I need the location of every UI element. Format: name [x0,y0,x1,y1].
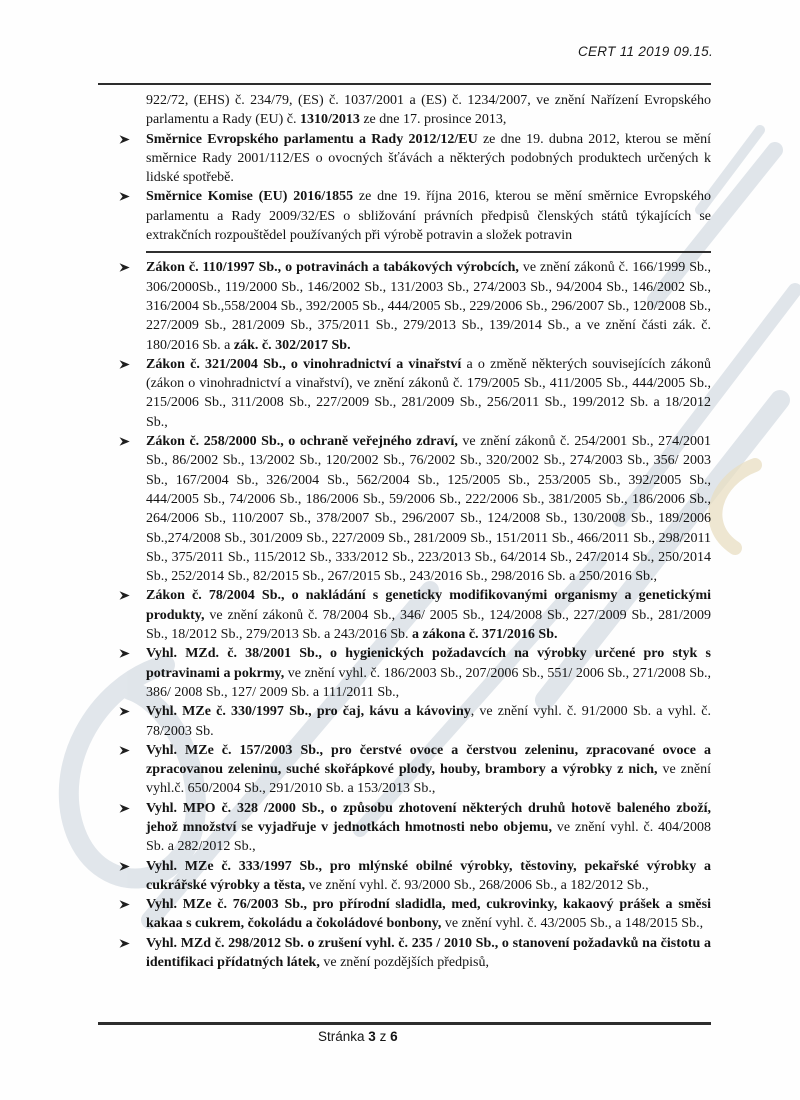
list-item-text: Vyhl. MZe č. 333/1997 Sb., pro mlýnské obilné výrobky, těstoviny, pekařské výrobky a cukrářské výrobky a těsta, ve znění vyhl. č. 93/2000 Sb., 268/2006 Sb., a 182/2012 Sb., [146,858,711,893]
list-item [146,258,711,354]
list-item-text: Vyhl. MZd č. 298/2012 Sb. o zrušení vyhl. č. 235 / 2010 Sb., o stanovení požadavků na čistotu a identifikaci přídatných látek, ve znění pozdějších předpisů, [146,935,711,971]
arrowhead-bullet-icon [118,435,131,448]
list-item [146,91,711,130]
list-item [146,934,711,973]
arrowhead-bullet-icon [118,802,131,815]
page-number-footer [318,1029,398,1044]
arrowhead-bullet-icon [118,190,131,203]
list-item-text: Vyhl. MPO č. 328 /2000 Sb., o způsobu zhotovení některých druhů hotově baleného zboží, jehož množství se vyjadřuje v jednotkách hmotnosti nebo objemu, ve znění vyhl. č. 404/2008 Sb. a 282/2012 Sb., [146,800,711,855]
arrowhead-bullet-icon [118,898,131,911]
list-item-text: Vyhl. MZe č. 330/1997 Sb., pro čaj, kávu a kávoviny, ve znění vyhl. č. 91/2000 Sb. a vyhl. č. 78/2003 Sb. [146,704,711,739]
list-item-text: Zákon č. 258/2000 Sb., o ochraně veřejného zdraví, ve znění zákonů č. 254/2001 Sb., 274/2001 Sb., 86/2002 Sb., 13/2002 Sb., 120/2002 Sb., 76/2002 Sb., 320/2002 Sb., 274/2003 Sb., 356/ 2003 Sb., 167/2004 Sb., 326/2004 Sb., 562/2004 Sb., 125/2005 Sb., 253/2005 Sb., 392/2005 Sb., 444/2005 Sb., 74/2006 Sb., 186/2006 Sb., 59/2006 Sb., 222/2006 Sb., 381/2005 Sb., 186/2006 Sb., 264/2006 Sb., 110/2007 Sb., 378/2007 Sb., 296/2007 Sb., 124/2008 Sb., 130/2008 Sb., 189/2006 Sb.,274/2008 Sb., 301/2009 Sb., 227/2009 Sb., 281/2009 Sb., 151/2011 Sb., 466/2011 Sb., 298/2011 Sb., 375/2011 Sb., 115/2012 Sb., 333/2012 Sb., 223/2013 Sb., 64/2014 Sb., 247/2014 Sb., 250/2014 Sb., 252/2014 Sb., 82/2015 Sb., 267/2015 Sb., 243/2016 Sb., 298/2016 Sb. a 250/2016 Sb., [146,434,711,585]
footer-separator: z [379,1029,387,1044]
list-item [146,702,711,741]
regulations-list-national [146,258,711,972]
footer-rule [98,1022,711,1025]
arrowhead-bullet-icon [118,358,131,371]
footer-prefix: Stránka [318,1029,365,1044]
list-item [146,857,711,896]
arrowhead-bullet-icon [118,589,131,602]
list-item [146,586,711,644]
list-item [146,432,711,586]
arrowhead-bullet-icon [118,705,131,718]
list-item-text: Zákon č. 321/2004 Sb., o vinohradnictví a vinařství a o změně některých souvisejících zákonů (zákon o vinohradnictví a vinařství), ve znění zákonů č. 179/2005 Sb., 411/2005 Sb., 444/2005 Sb., 215/2006 Sb., 311/2008 Sb., 227/2009 Sb., 281/2009 Sb., 256/2011 Sb., 199/2012 Sb. a 18/2012 Sb., [146,356,711,430]
arrowhead-bullet-icon [118,860,131,873]
document-body [146,91,711,972]
list-item-text: Vyhl. MZe č. 76/2003 Sb., pro přírodní sladidla, med, cukrovinky, kakaový prášek a směsi kakaa s cukrem, čokoládu a čokoládové bonbony, ve znění vyhl. č. 43/2005 Sb., a 148/2015 Sb., [146,897,711,932]
list-item [146,644,711,702]
list-item-text: Směrnice Komise (EU) 2016/1855 ze dne 19. října 2016, kterou se mění směrnice Evropského parlamentu a Rady 2009/32/ES o sbližování právních předpisů členských států týkajících se extrakčních rozpouštědel používaných při výrobě potravin a složek potravin [146,189,712,244]
list-item [146,741,711,799]
section-divider-rule [146,251,711,253]
header-rule [98,83,711,85]
arrowhead-bullet-icon [118,647,131,660]
regulations-list-eu [146,91,711,245]
list-item [146,355,711,432]
arrowhead-bullet-icon [118,744,131,757]
page-header: CERT 11 2019 09.15. [577,44,713,59]
list-item-text: Zákon č. 110/1997 Sb., o potravinách a tabákových výrobcích, ve znění zákonů č. 166/1999 Sb., 306/2000Sb., 119/2000 Sb., 146/2002 Sb., 131/2003 Sb., 274/2003 Sb., 94/2004 Sb., 146/2002 Sb., 316/2004 Sb.,558/2004 Sb., 392/2005 Sb., 444/2005 Sb., 229/2006 Sb., 296/2007 Sb., 120/2008 Sb., 227/2009 Sb., 281/2009 Sb., 375/2011 Sb., 279/2013 Sb., 139/2014 Sb., a ve znění části zák. č. 180/2016 Sb. a zák. č. 302/2017 Sb. [146,260,711,353]
list-item-text: Vyhl. MZd. č. 38/2001 Sb., o hygienických požadavcích na výrobky určené pro styk s potravinami a pokrmy, ve znění vyhl. č. 186/2003 Sb., 207/2006 Sb., 551/ 2006 Sb., 271/2008 Sb., 386/ 2008 Sb., 127/ 2009 Sb. a 111/2011 Sb., [146,646,711,700]
list-item [146,187,711,245]
arrowhead-bullet-icon [118,261,131,274]
list-item [146,130,711,188]
arrowhead-bullet-icon [118,133,131,146]
footer-total-pages: 6 [390,1029,398,1044]
list-item [146,895,711,934]
footer-page-number: 3 [368,1029,376,1044]
list-item-text: Vyhl. MZe č. 157/2003 Sb., pro čerstvé ovoce a čerstvou zeleninu, zpracované ovoce a zpracovanou zeleninu, suché skořápkové plody, houby, brambory a výrobky z nich, ve znění vyhl.č. 650/2004 Sb., 291/2010 Sb. a 153/2013 Sb., [146,742,712,797]
list-item-text: 922/72, (EHS) č. 234/79, (ES) č. 1037/2001 a (ES) č. 1234/2007, ve znění Nařízení Evropského parlamentu a Rady (EU) č. 1310/2013 ze dne 17. prosince 2013, [146,93,711,128]
arrowhead-bullet-icon [118,937,131,950]
list-item-text: Zákon č. 78/2004 Sb., o nakládání s geneticky modifikovanými organismy a genetickými produkty, ve znění zákonů č. 78/2004 Sb., 346/ 2005 Sb., 124/2008 Sb., 227/2009 Sb., 281/2009 Sb., 18/2012 Sb., 279/2013 Sb. a 243/2016 Sb. a zákona č. 371/2016 Sb. [146,588,711,643]
list-item [146,799,711,857]
list-item-text: Směrnice Evropského parlamentu a Rady 2012/12/EU ze dne 19. dubna 2012, kterou se mění směrnice Rady 2001/112/ES o ovocných šťávách a některých podobných produktech určených k lidské spotřebě. [146,131,711,186]
